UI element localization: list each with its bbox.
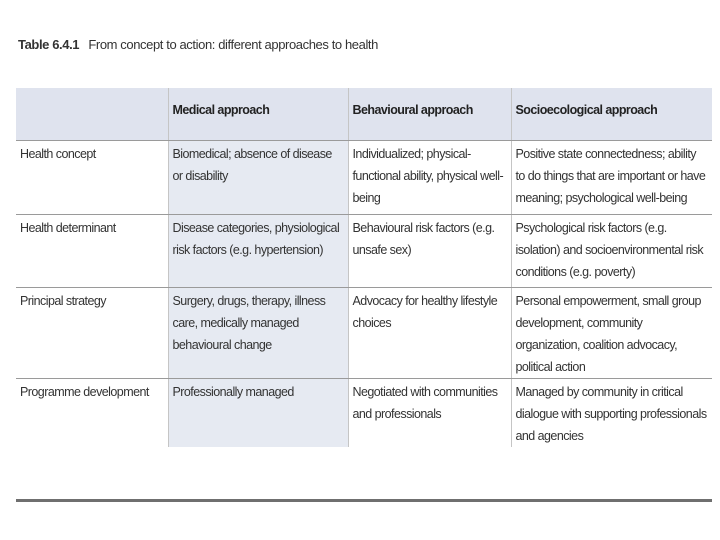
cell-socioecological: Personal empowerment, small group development, community organization, coalition advocacy, political action [511,287,712,378]
header-socioecological-approach: Socioecological approach [511,88,712,140]
table-row [16,140,712,214]
cell-medical: Biomedical; absence of disease or disability [168,140,348,214]
approaches-table [16,88,712,447]
cell-medical: Disease categories, physiological risk factors (e.g. hypertension) [168,214,348,287]
table-title: From concept to action: different approaches to health [88,37,378,52]
table-row [16,378,712,447]
cell-behavioural: Behavioural risk factors (e.g. unsafe sex) [348,214,511,287]
row-label-programme-development: Programme development [20,384,149,399]
header-behavioural-approach: Behavioural approach [348,88,511,140]
header-blank-cell [16,88,168,140]
cell-behavioural: Individualized; physical-functional ability, physical well-being [348,140,511,214]
cell-socioecological: Psychological risk factors (e.g. isolation) and socioenvironmental risk conditions (e.g. poverty) [511,214,712,287]
table-bottom-rule [16,499,712,502]
table-row [16,287,712,378]
cell-behavioural: Negotiated with communities and professionals [348,378,511,447]
cell-behavioural: Advocacy for healthy lifestyle choices [348,287,511,378]
cell-medical: Professionally managed [168,378,348,447]
table-number: Table 6.4.1 [18,37,80,52]
row-label-health-concept: Health concept [16,140,168,214]
header-medical-approach: Medical approach [168,88,348,140]
cell-socioecological: Managed by community in critical dialogue with supporting professionals and agencies [511,378,712,447]
header-row [16,88,712,140]
row-label-health-determinant: Health determinant [16,214,168,287]
cell-medical: Surgery, drugs, therapy, illness care, medically managed behavioural change [168,287,348,378]
table-caption [18,37,378,52]
row-label-principal-strategy: Principal strategy [16,287,168,378]
table-row [16,214,712,287]
cell-socioecological: Positive state connectedness; ability to do things that are important or have meaning; psychological well-being [511,140,712,214]
